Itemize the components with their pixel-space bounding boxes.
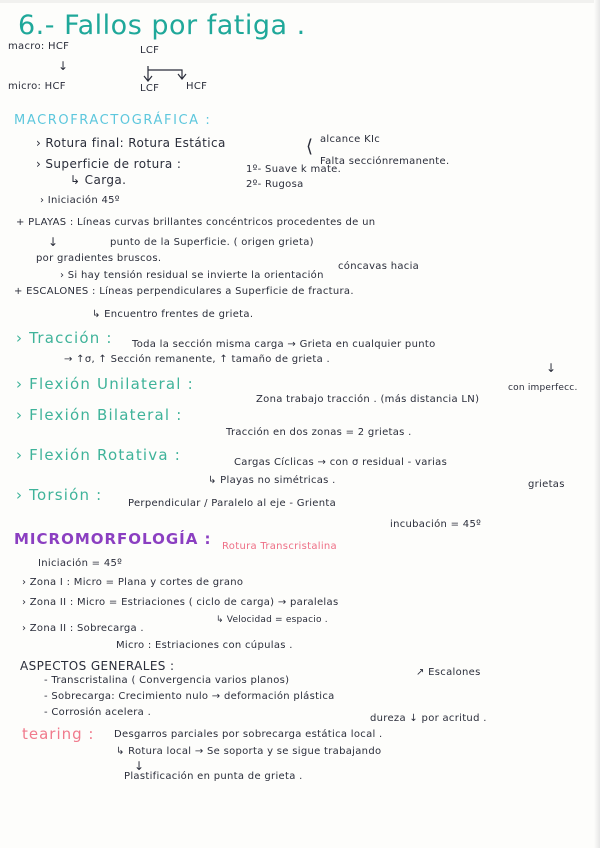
micro-iniciacion: Iniciación = 45º [38,558,123,569]
flexion-bilateral-heading: › Flexión Bilateral : [16,406,183,424]
playas-arrow-icon: ↓ [48,235,59,249]
traccion-heading: › Tracción : [16,329,113,347]
lcf-top: LCF [140,45,160,56]
zona-2: › Zona II : Micro = Estriaciones ( ciclo de carga) → paralelas [22,597,339,608]
encuentro-frentes: ↳ Encuentro frentes de grieta. [92,309,254,320]
traccion-sub: → ↑σ, ↑ Sección remanente, ↑ tamaño de grieta . [64,354,330,365]
macro-heading: MACROFRACTOGRÁFICA : [14,113,212,128]
superficie-rotura: › Superficie de rotura : [36,157,182,171]
flexion-unilateral-text: Zona trabajo tracción . (más distancia LN) [256,394,480,405]
tearing-line2: ↳ Rotura local → Se soporta y se sigue trabajando [116,746,382,757]
playas-line3: por gradientes bruscos. [36,253,162,264]
macro-label: macro: HCF [8,41,70,52]
flexion-rotativa-playas: ↳ Playas no simétricas . [208,475,336,486]
carga: ↳ Carga. [70,173,127,187]
hcf-bottom: HCF [186,81,208,92]
playas-line2: punto de la Superficie. ( origen grieta) [110,237,314,248]
tension-residual: › Si hay tensión residual se invierte la orientación [60,270,324,281]
zona-3-micro: Micro : Estriaciones con cúpulas . [116,640,293,651]
aspectos-item-1: - Transcristalina ( Convergencia varios planos) [44,675,290,686]
zona-1: › Zona I : Micro = Plana y cortes de grano [22,577,244,588]
torsion-incubacion: incubación = 45º [390,519,482,530]
aspectos-item-3: - Corrosión acelera . [44,707,152,718]
page-shadow [594,0,600,848]
aspectos-escalones: ↗ Escalones [416,667,481,678]
velocidad-espacio: ↳ Velocidad = espacio . [216,615,328,625]
brace-icon: ⟨ [306,136,314,157]
tearing-line1: Desgarros parciales por sobrecarga estática local . [114,729,383,740]
zona-3: › Zona II : Sobrecarga . [22,623,144,634]
con-imperfecc: con imperfecc. [508,383,578,393]
page-title: 6.- Fallos por fatiga . [18,10,306,41]
rugosa: 2º- Rugosa [246,179,304,190]
flexion-bilateral-text: Tracción en dos zonas = 2 grietas . [226,427,412,438]
flexion-rotativa-grietas: grietas [528,479,565,490]
dureza-acritud: dureza ↓ por acritud . [370,713,487,724]
rotura-transcristalina: Rotura Transcristalina [222,541,337,552]
aspectos-item-2: - Sobrecarga: Crecimiento nulo → deformación plástica [44,691,335,702]
traccion-text: Toda la sección misma carga → Grieta en cualquier punto [132,339,436,350]
torsion-heading: › Torsión : [16,486,103,504]
escalones-line: + ESCALONES : Líneas perpendiculares a Superficie de fractura. [14,286,354,297]
playas-line1: + PLAYAS : Líneas curvas brillantes concéntricos procedentes de un [16,217,376,228]
flexion-rotativa-text: Cargas Cíclicas → con σ residual - varias [234,457,448,468]
micro-heading: MICROMORFOLOGÍA : [14,530,212,548]
lcf-bottom: LCF [140,83,160,94]
falta-seccion: Falta secciónremanente. [320,156,450,167]
suave-mate: 1º- Suave k mate. [246,164,342,175]
down-arrow-icon: ↓ [58,59,69,73]
tearing-arrow-icon: ↓ [134,759,145,773]
flexion-rotativa-heading: › Flexión Rotativa : [16,446,181,464]
iniciacion-45: › Iniciación 45º [40,195,120,206]
traccion-arrow-icon: ↓ [546,361,557,375]
flexion-unilateral-heading: › Flexión Unilateral : [16,375,194,393]
tearing-heading: tearing : [22,725,95,743]
torsion-text: Perpendicular / Paralelo al eje - Grienta [128,498,337,509]
page-edge [0,0,600,3]
tearing-line3: Plastificación en punta de grieta . [124,771,303,782]
concavas-hacia: cóncavas hacia [338,261,420,272]
micro-label: micro: HCF [8,81,66,92]
rotura-final: › Rotura final: Rotura Estática [36,136,226,150]
aspectos-heading: ASPECTOS GENERALES : [20,659,175,673]
alcance-kic: alcance KIc [320,134,381,145]
